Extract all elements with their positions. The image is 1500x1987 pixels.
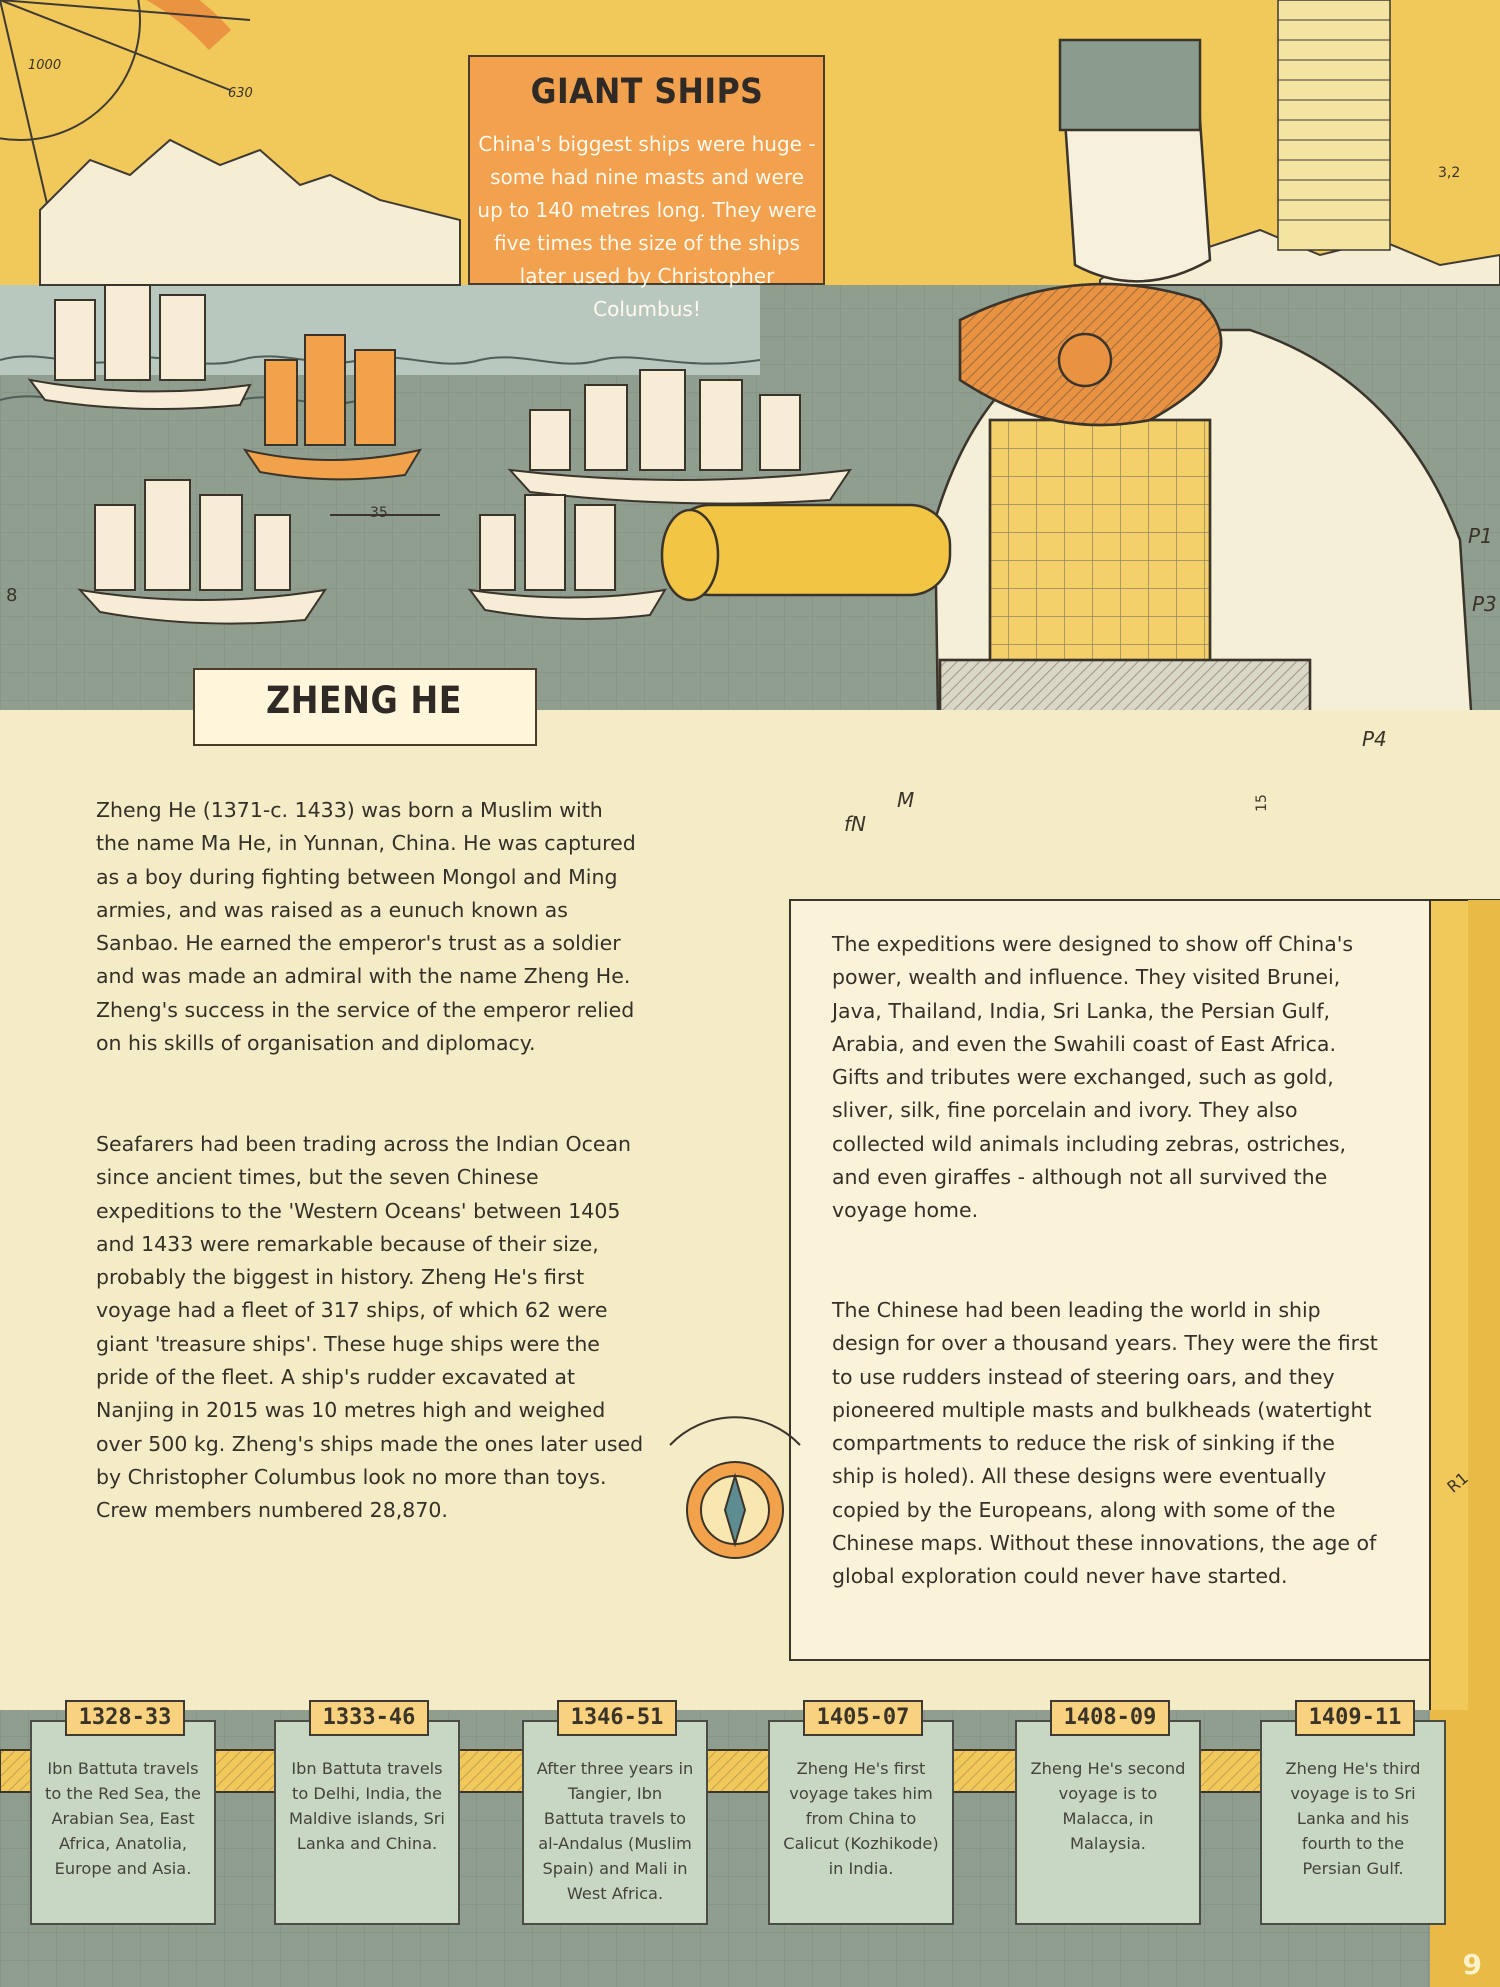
timeline-card	[1015, 1705, 1201, 1925]
timeline-date: 1333-46	[309, 1700, 429, 1736]
giant-ships-body: China's biggest ships were huge - some had nine masts and were up to 140 metres long. They were five times the size of the ships later used by Christopher Columbus!	[477, 132, 817, 321]
timeline-card	[1260, 1705, 1446, 1925]
timeline-text: Ibn Battuta travels to Delhi, India, the Maldive islands, Sri Lanka and China.	[289, 1759, 445, 1853]
timeline-card	[768, 1705, 954, 1925]
timeline-text: Zheng He's first voyage takes him from China to Calicut (Kozhikode) in India.	[783, 1759, 939, 1878]
timeline-text: Ibn Battuta travels to the Red Sea, the Arabian Sea, East Africa, Anatolia, Europe and Asia.	[44, 1759, 202, 1878]
paragraph-2: Seafarers had been trading across the Indian Ocean since ancient times, but the seven Chinese expeditions to the 'Western Oceans' between 1405 and 1433 were remarkable because of their size, probably the biggest in history. Zheng He's first voyage had a fleet of 317 ships, of which 62 were giant 'treasure ships'. These huge ships were the pride of the fleet. A ship's rudder excavated at Nanjing in 2015 was 10 metres high and weighed over 500 kg. Zheng's ships made the ones later used by Christopher Columbus look no more than toys. Crew members numbered 28,870.	[96, 1132, 644, 1523]
timeline-date: 1408-09	[1050, 1700, 1170, 1736]
timeline-date: 1409-11	[1295, 1700, 1415, 1736]
dimension-label: 15	[1253, 794, 1270, 812]
timeline-card	[274, 1705, 460, 1925]
zheng-he-title: ZHENG HE	[265, 679, 463, 722]
timeline-date: 1346-51	[557, 1700, 677, 1736]
timeline-card	[30, 1705, 216, 1925]
dimension-label: 8	[6, 585, 18, 606]
timeline-text: Zheng He's third voyage is to Sri Lanka and his fourth to the Persian Gulf.	[1285, 1759, 1421, 1878]
dimension-label: R1	[1443, 1468, 1472, 1497]
giant-ships-title: GIANT SHIPS	[530, 72, 764, 112]
dimension-label: 35	[370, 505, 388, 521]
dimension-label: P3	[1472, 592, 1497, 616]
dimension-label: fN	[844, 812, 867, 836]
dimension-label: M	[897, 788, 915, 812]
paragraph-3: The expeditions were designed to show off China's power, wealth and influence. They visited Brunei, Java, Thailand, India, Sri Lanka, the Persian Gulf, Arabia, and even the Swahili coast of East Africa. Gifts and tributes were exchanged, such as gold, sliver, silk, fine porcelain and ivory. They also collected wild animals including zebras, ostriches, and even giraffes - although not all survived the voyage home.	[832, 932, 1354, 1223]
paragraph-1: Zheng He (1371-c. 1433) was born a Muslim with the name Ma He, in Yunnan, China. He was captured as a boy during fighting between Mongol and Ming armies, and was raised as a eunuch known as Sanbao. He earned the emperor's trust as a soldier and was made an admiral with the name Zheng He. Zheng's success in the service of the emperor relied on his skills of organisation and diplomacy.	[96, 798, 636, 1056]
paragraph-4: The Chinese had been leading the world in ship design for over a thousand years. They were the first to use rudders instead of steering oars, and they pioneered multiple masts and bulkheads (watertight compartments to reduce the risk of sinking if the ship is holed). All these designs were eventually copied by the Europeans, along with some of the Chinese maps. Without these innovations, the age of global exploration could never have started.	[832, 1298, 1378, 1589]
timeline-card	[522, 1705, 708, 1925]
dimension-label: 3,2	[1438, 165, 1461, 181]
timeline-text: Zheng He's second voyage is to Malacca, in Malaysia.	[1030, 1759, 1186, 1853]
dimension-label: P1	[1468, 524, 1493, 548]
timeline-date: 1328-33	[65, 1700, 185, 1736]
dimension-label: P4	[1362, 727, 1387, 751]
dimension-label: 1000	[28, 58, 62, 73]
timeline-text: After three years in Tangier, Ibn Battuta travels to al-Andalus (Muslim Spain) and Mali in West Africa.	[536, 1759, 694, 1903]
timeline-date: 1405-07	[803, 1700, 923, 1736]
page-number: 9	[1462, 1948, 1482, 1981]
dimension-label: 630	[228, 86, 253, 101]
